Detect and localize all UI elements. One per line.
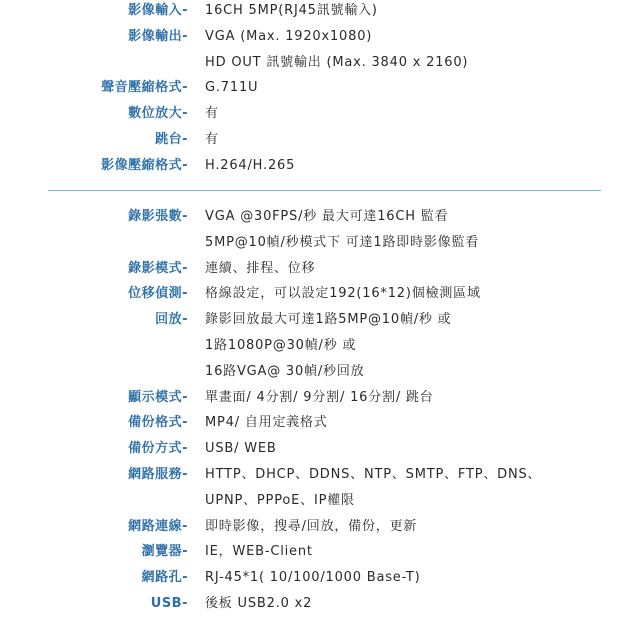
spec-row [0,102,620,128]
spec-value-line: 錄影回放最大可達1路5MP@10幀/秒 或 [205,312,452,328]
spec-label: 數位放大- [128,106,188,122]
spec-row [0,437,620,463]
spec-row [0,515,620,541]
spec-value-line: MP4/ 自用定義格式 [205,415,328,431]
spec-row [0,592,620,618]
spec-value-line: 1路1080P@30幀/秒 或 [205,337,357,353]
spec-value-line: 5MP@10幀/秒模式下 可達1路即時影像監看 [205,234,480,250]
spec-row [0,128,620,154]
spec-value-line: 單畫面/ 4分割/ 9分割/ 16分割/ 跳台 [205,389,434,405]
spec-value-line: HD OUT 訊號輸出 (Max. 3840 x 2160) [205,54,469,70]
spec-value-line: 16路VGA@ 30幀/秒回放 [205,363,365,379]
spec-label: 跳台- [155,132,188,147]
spec-label: 網路連線- [128,518,188,534]
spec-value-line: G.711U [205,80,259,96]
spec-value-line: H.264/H.265 [205,157,296,173]
spec-row [0,386,620,412]
spec-label: 錄影模式- [128,260,188,276]
spec-value-line: HTTP、DHCP、DDNS、NTP、SMTP、FTP、DNS、 [205,467,542,482]
spec-label: 聲音壓縮格式- [101,80,188,96]
spec-row [0,154,620,180]
spec-row [0,25,620,77]
spec-value-line: VGA (Max. 1920x1080) [205,28,373,44]
spec-label: 備份方式- [128,441,188,457]
spec-row [0,308,620,385]
spec-label: 備份格式- [128,415,188,431]
spec-row [0,282,620,308]
spec-row [0,540,620,566]
spec-value-line: VGA @30FPS/秒 最大可達16CH 監看 [205,209,449,224]
spec-label: 網路孔- [141,570,188,586]
spec-value-line: 連續、排程、位移 [205,260,316,276]
spec-value-line: RJ-45*1( 10/100/1000 Base-T) [205,570,421,586]
spec-label: USB- [150,596,188,611]
spec-value-line: 有 [205,106,219,122]
spec-row [0,411,620,437]
spec-row [0,257,620,283]
spec-value-line: USB/ WEB [205,441,277,457]
spec-label: 位移偵測- [128,286,188,302]
spec-label: 影像輸出- [128,28,188,44]
spec-row [0,0,620,25]
spec-row [0,566,620,592]
spec-row [0,76,620,102]
spec-value-line: UPNP、PPPoE、IP權限 [205,492,355,508]
spec-value-line: 有 [205,132,219,147]
spec-label: 顯示模式- [128,389,188,405]
spec-row [0,205,620,257]
section-divider [48,190,601,191]
spec-label: 影像輸入- [128,3,188,18]
spec-label: 網路服務- [128,467,188,482]
spec-label: 回放- [155,312,188,328]
spec-value-line: 即時影像，搜尋/回放，備份，更新 [205,518,418,534]
spec-value-line: IE，WEB-Client [205,544,313,560]
spec-value-line: 格線設定，可以設定192(16*12)個檢測區域 [205,286,481,302]
spec-label: 影像壓縮格式- [101,157,188,173]
spec-value-line: 16CH 5MP(RJ45訊號輸入) [205,3,378,18]
spec-label: 瀏覽器- [141,544,188,560]
spec-value-line: 後板 USB2.0 x2 [205,596,313,611]
spec-row [0,463,620,515]
spec-label: 錄影張數- [128,209,188,224]
